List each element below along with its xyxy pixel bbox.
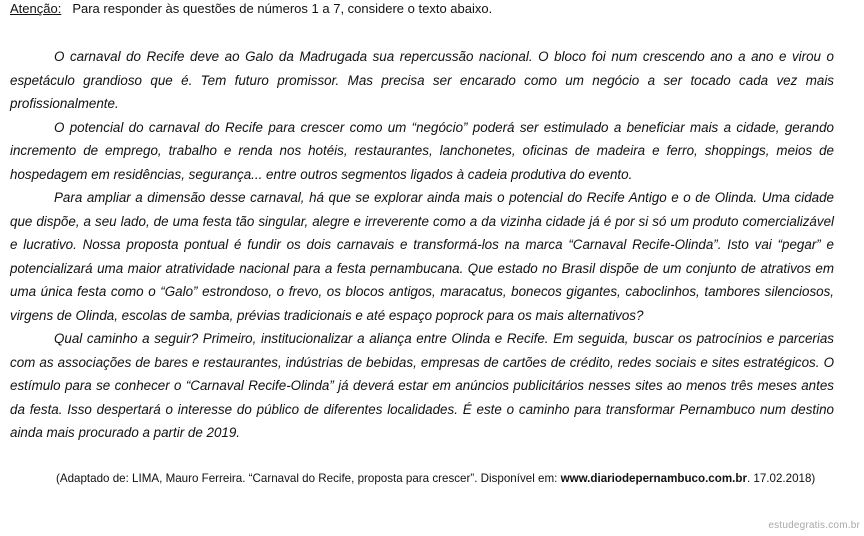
citation-url: www.diariodepernambuco.com.br	[560, 472, 747, 485]
instruction-text: Para responder às questões de números 1 a 7, considere o texto abaixo.	[72, 1, 493, 16]
source-citation	[56, 472, 834, 486]
instruction-header	[10, 1, 492, 17]
article-text	[10, 45, 834, 445]
citation-date: . 17.02.2018)	[746, 472, 816, 485]
site-watermark: estudegratis.com.br	[768, 520, 860, 531]
citation-text: (Adaptado de: LIMA, Mauro Ferreira. “Carnaval do Recife, proposta para crescer”. Disponível em:	[56, 472, 561, 485]
paragraph-2: O potencial do carnaval do Recife para crescer como um “negócio” poderá ser estimulado a beneficiar mais a cidade, gerando incremento de emprego, trabalho e renda nos hotéis, restaurantes, lanchonetes, oficinas de madeira e ferro, shoppings, meios de hospedagem em residências, segurança... entre outros segmentos ligados à cadeia produtiva do evento.	[10, 119, 834, 182]
paragraph-4: Qual caminho a seguir? Primeiro, institucionalizar a aliança entre Olinda e Recife. Em seguida, buscar os patrocínios e parcerias com as associações de bares e restaurantes, indústrias de bebidas, empresas de cartões de crédito, redes sociais e sites estratégicos. O estímulo para se conhecer o “Carnaval Recife-Olinda” já deverá estar em anúncios publicitários nesses sites ao menos três meses antes da festa. Isso despertará o interesse do público de diferentes localidades. É este o caminho para transformar Pernambuco num destino ainda mais procurado a partir de 2019.	[10, 331, 834, 440]
paragraph-1: O carnaval do Recife deve ao Galo da Madrugada sua repercussão nacional. O bloco foi num crescendo ano a ano e virou o espetáculo grandioso que é. Tem futuro promissor. Mas precisa ser encarado como um negócio a ser tocado cada vez mais profissionalmente.	[10, 49, 834, 111]
attention-label: Atenção:	[10, 1, 62, 16]
paragraph-3: Para ampliar a dimensão desse carnaval, há que se explorar ainda mais o potencial do Recife Antigo e o de Olinda. Uma cidade que dispõe, a seu lado, de uma festa tão singular, alegre e irreverente como a da vizinha cidade já é por si só um produto comercializável e lucrativo. Nossa proposta pontual é fundir os dois carnavais e transformá-los na marca “Carnaval Recife-Olinda”. Isto vai “pegar” e potencializará uma maior atratividade nacional para a festa pernambucana. Que estado no Brasil dispõe de um conjunto de atrativos em uma única festa como o “Galo” estrondoso, o frevo, os blocos antigos, maracatus, bonecos gigantes, caboclinhos, tambores silenciosos, virgens de Olinda, escolas de samba, prévias tradicionais e até espaço poprock para os mais alternativos?	[10, 190, 834, 323]
